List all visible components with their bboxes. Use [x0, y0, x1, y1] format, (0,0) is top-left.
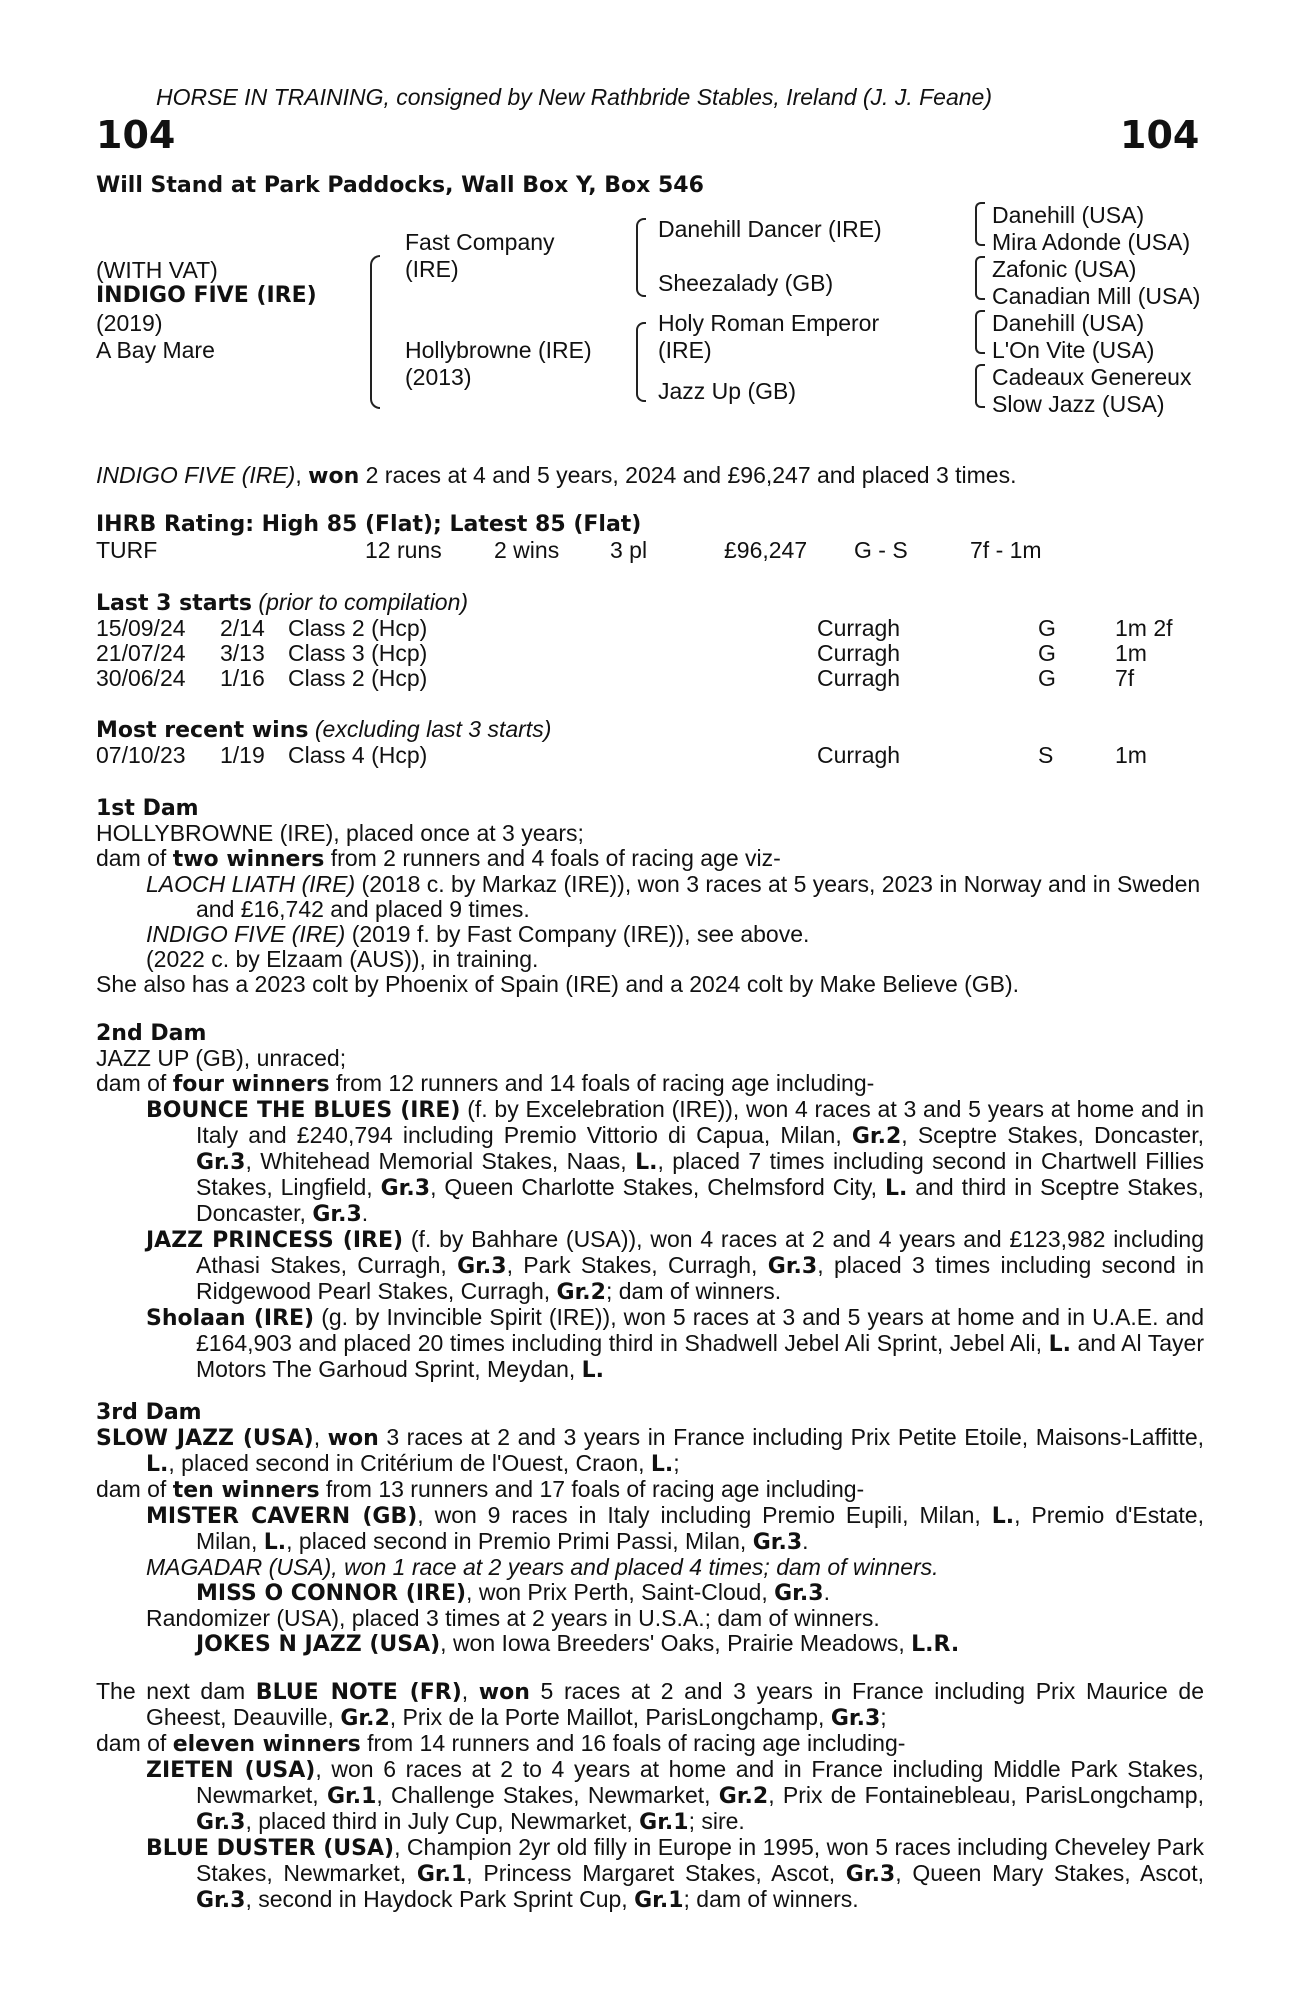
produce-name: INDIGO FIVE (IRE) — [146, 921, 346, 947]
win-distance: 1m — [1115, 742, 1147, 768]
second-dam-produce-line — [96, 1071, 1204, 1097]
text: dam of — [96, 1476, 173, 1502]
grade: L. — [1048, 1332, 1071, 1357]
dam-sire: Holy Roman Emperor — [658, 310, 880, 336]
start-date: 30/06/24 — [96, 665, 186, 691]
grade: L. — [146, 1452, 169, 1477]
produce-name: BLUE DUSTER (USA) — [146, 1836, 395, 1861]
won-label: won — [327, 1426, 379, 1451]
dam-year: (2013) — [405, 364, 472, 390]
ds-sire: Danehill (USA) — [992, 310, 1145, 336]
produce-randomizer: Randomizer (USA), placed 3 times at 2 years in U.S.A.; dam of winners. — [146, 1605, 880, 1631]
text: from 14 runners and 16 foals of racing age including- — [360, 1730, 906, 1756]
start-course: Curragh — [817, 615, 901, 641]
produce-text: (2019 f. by Fast Company (IRE)), see above. — [345, 921, 810, 947]
text: , placed third in July Cup, Newmarket, — [245, 1808, 640, 1834]
vat-label: (WITH VAT) — [96, 257, 218, 283]
winners-count: eleven winners — [172, 1732, 361, 1757]
grade: Gr.1 — [634, 1888, 684, 1913]
produce-name: BOUNCE THE BLUES (IRE) — [146, 1098, 461, 1123]
pedigree-brace-sire — [636, 218, 646, 297]
rating-distance: 7f - 1m — [970, 537, 1042, 563]
text: dam of — [96, 845, 173, 871]
win-date: 07/10/23 — [96, 742, 186, 768]
text: (f. by Excelebration (IRE)), won 4 races at 3 and 5 years at home and in Italy and £240,794 including Premio Vittorio di Capua, Milan, — [196, 1096, 1205, 1148]
text: , won 6 races at 2 to 4 years at home and in France including Middle Park Stakes, Newmarket, — [196, 1756, 1204, 1808]
dd-dam: Slow Jazz (USA) — [992, 391, 1165, 417]
rating-going: G - S — [854, 537, 908, 563]
win-course: Curragh — [817, 742, 901, 768]
text: from 2 runners and 4 foals of racing age viz- — [324, 845, 781, 871]
dam-name: BLUE NOTE (FR) — [255, 1680, 462, 1705]
text: , second in Haydock Park Sprint Cup, — [245, 1886, 635, 1912]
dd-sire: Cadeaux Genereux — [992, 364, 1192, 390]
first-dam-section — [96, 796, 1204, 997]
start-distance: 1m — [1115, 640, 1147, 666]
win-position: 1/19 — [220, 742, 265, 768]
grade: Gr.2 — [851, 1124, 902, 1149]
start-position: 1/16 — [220, 665, 265, 691]
start-going: G — [1038, 615, 1056, 641]
text: , placed 3 times including second in Ridgewood Pearl Stakes, Curragh, — [196, 1252, 1204, 1304]
produce-laoch-liath — [96, 872, 1204, 922]
text: ; dam of winners. — [605, 1278, 782, 1304]
text: , won 9 races in Italy including Premio Eupili, Milan, — [417, 1502, 992, 1528]
pedigree-brace-dd — [975, 364, 985, 408]
produce-miss-o-connor — [96, 1580, 1204, 1606]
produce-2022: (2022 c. by Elzaam (AUS)), in training. — [146, 946, 539, 972]
dam-name: SLOW JAZZ (USA) — [96, 1426, 314, 1451]
text: dam of — [96, 1730, 173, 1756]
second-dam-section — [96, 1021, 1204, 1383]
start-date: 15/09/24 — [96, 615, 186, 641]
summary-horse-name: INDIGO FIVE (IRE) — [96, 462, 296, 488]
third-dam-section — [96, 1400, 1204, 1657]
text: ; — [673, 1450, 680, 1476]
last-starts-note: (prior to compilation) — [258, 589, 469, 615]
produce-name: MISS O CONNOR (IRE) — [196, 1581, 467, 1606]
horse-name: INDIGO FIVE (IRE) — [96, 283, 317, 308]
grade: Gr.3 — [196, 1150, 246, 1175]
first-dam-heading: 1st Dam — [96, 796, 199, 821]
produce-name: MISTER CAVERN (GB) — [146, 1504, 418, 1529]
grade: Gr.3 — [774, 1581, 824, 1606]
summary-text: 2 races at 4 and 5 years, 2024 and £96,247 and placed 3 times. — [365, 462, 1017, 488]
second-dam-heading: 2nd Dam — [96, 1021, 207, 1046]
summary-won: won — [308, 464, 360, 489]
first-dam-also: She also has a 2023 colt by Phoenix of Spain (IRE) and a 2024 colt by Make Believe (GB). — [96, 971, 1020, 997]
text: dam of — [96, 1070, 173, 1096]
third-dam-heading: 3rd Dam — [96, 1400, 202, 1425]
dam-dam: Jazz Up (GB) — [658, 378, 797, 404]
produce-name: ZIETEN (USA) — [146, 1758, 316, 1783]
text: from 13 runners and 17 foals of racing age including- — [319, 1476, 865, 1502]
text: , Challenge Stakes, Newmarket, — [376, 1782, 719, 1808]
produce-name: JAZZ PRINCESS (IRE) — [146, 1228, 404, 1253]
text: , Sceptre Stakes, Doncaster, — [901, 1122, 1204, 1148]
consignor-line: HORSE IN TRAINING, consigned by New Rathbride Stables, Ireland (J. J. Feane) — [156, 84, 992, 110]
produce-bounce-the-blues — [96, 1097, 1204, 1227]
ds-dam: L'On Vite (USA) — [992, 337, 1155, 363]
text: , Premio d'Estate, Milan, — [196, 1502, 1204, 1554]
grade: Gr.3 — [196, 1810, 246, 1835]
produce-indigo-five — [96, 922, 1204, 947]
grade: Gr.3 — [380, 1176, 431, 1201]
grade: Gr.3 — [830, 1706, 881, 1731]
text: ; dam of winners. — [683, 1886, 859, 1912]
rating-placed: 3 pl — [610, 537, 648, 563]
pedigree-brace-sd — [975, 256, 985, 300]
text: 5 races at 2 and 3 years in France including Prix Maurice de Gheest, Deauville, — [146, 1678, 1204, 1730]
start-distance: 1m 2f — [1115, 615, 1173, 641]
text: ; sire. — [688, 1808, 745, 1834]
produce-jazz-princess — [96, 1227, 1204, 1305]
text: , Park Stakes, Curragh, — [506, 1252, 768, 1278]
last-starts-title: Last 3 starts — [96, 591, 253, 616]
text: , won Iowa Breeders' Oaks, Prairie Meadows, — [440, 1630, 912, 1656]
produce-magadar: MAGADAR (USA), won 1 race at 2 years and placed 4 times; dam of winners. — [146, 1554, 939, 1580]
start-date: 21/07/24 — [96, 640, 186, 666]
sd-sire: Zafonic (USA) — [992, 256, 1137, 282]
text: , placed second in Premio Primi Passi, Milan, — [286, 1528, 753, 1554]
lot-number-right: 104 — [1120, 113, 1200, 157]
sd-dam: Canadian Mill (USA) — [992, 283, 1201, 309]
ss-dam: Mira Adonde (USA) — [992, 229, 1191, 255]
text: (g. by Invincible Spirit (IRE)), won 5 races at 3 and 5 years at home and in U.A.E. and £164,903 and placed 20 times including third in Shadwell Jebel Ali Sprint, Jebel Ali, — [196, 1304, 1204, 1356]
pedigree-brace-ds — [975, 310, 985, 354]
produce-name: LAOCH LIATH (IRE) — [146, 871, 356, 897]
third-dam-line: SLOW JAZZ (USA), won 3 races at 2 and 3 years in France including Prix Petite Etoile, Maisons-Laffitte, L., placed second in Critérium de l'Ouest, Craon, L.; — [96, 1424, 1205, 1477]
grade: L. — [884, 1176, 908, 1201]
winners-count: four winners — [172, 1072, 330, 1097]
text: 3 races at 2 and 3 years in France including Prix Petite Etoile, Maisons-Laffitte, — [378, 1424, 1205, 1450]
text: , placed second in Critérium de l'Ouest, Craon, — [168, 1450, 651, 1476]
winners-count: two winners — [172, 847, 325, 872]
text: , Queen Charlotte Stakes, Chelmsford City, — [430, 1174, 885, 1200]
text: ; — [880, 1704, 887, 1730]
start-going: G — [1038, 640, 1056, 666]
grade: Gr.2 — [340, 1706, 390, 1731]
text: , Prix de la Porte Maillot, ParisLongchamp, — [389, 1704, 831, 1730]
grade: Gr.2 — [718, 1784, 769, 1809]
pedigree-brace-dam — [636, 322, 646, 402]
text: . — [802, 1528, 809, 1554]
grade: Gr.3 — [457, 1254, 507, 1279]
produce-mister-cavern — [96, 1503, 1204, 1555]
grade: Gr.1 — [416, 1862, 467, 1887]
produce-sholaan — [96, 1305, 1204, 1383]
grade: Gr.3 — [196, 1888, 246, 1913]
text: , won Prix Perth, Saint-Cloud, — [466, 1579, 775, 1605]
produce-blue-duster — [96, 1835, 1204, 1913]
start-position: 3/13 — [220, 640, 265, 666]
ss-sire: Danehill (USA) — [992, 202, 1145, 228]
produce-jokes-n-jazz — [96, 1631, 1204, 1657]
rating-surface: TURF — [96, 537, 158, 563]
pedigree-brace-gen1 — [370, 255, 380, 409]
rating-earnings: £96,247 — [724, 537, 808, 563]
produce-name: Sholaan (IRE) — [146, 1306, 315, 1331]
lot-number-left: 104 — [96, 113, 176, 157]
text: and Al Tayer Motors The Garhoud Sprint, Meydan, — [196, 1330, 1204, 1382]
recent-wins-heading — [96, 718, 551, 742]
start-class: Class 3 (Hcp) — [288, 640, 428, 666]
sire-dam: Sheezalady (GB) — [658, 270, 834, 296]
text: , Princess Margaret Stakes, Ascot, — [466, 1860, 846, 1886]
sire-sire: Danehill Dancer (IRE) — [658, 216, 882, 242]
text: , placed 7 times including second in Chartwell Fillies Stakes, Lingfield, — [196, 1148, 1204, 1200]
sire-suffix: (IRE) — [405, 256, 459, 282]
start-distance: 7f — [1115, 665, 1135, 691]
sire-name: Fast Company — [405, 229, 555, 255]
start-course: Curragh — [817, 640, 901, 666]
text: . — [361, 1200, 369, 1226]
produce-text: (2018 c. by Markaz (IRE)), won 3 races at 5 years, 2023 in Norway and in Sweden and £16,742 and placed 9 times. — [196, 871, 1201, 922]
grade: L. — [581, 1358, 605, 1383]
text: , Champion 2yr old filly in Europe in 1995, won 5 races including Cheveley Park Stakes, Newmarket, — [196, 1834, 1204, 1886]
grade: Gr.2 — [556, 1280, 606, 1305]
start-class: Class 2 (Hcp) — [288, 615, 428, 641]
won-label: won — [478, 1680, 530, 1705]
second-dam-line: JAZZ UP (GB), unraced; — [96, 1045, 347, 1071]
first-dam-produce-line — [96, 846, 1204, 872]
text: , Queen Mary Stakes, Ascot, — [895, 1860, 1204, 1886]
text: , Whitehead Memorial Stakes, Naas, — [245, 1148, 636, 1174]
recent-wins-title: Most recent wins — [96, 718, 309, 743]
grade: L. — [650, 1452, 674, 1477]
win-class: Class 4 (Hcp) — [288, 742, 428, 768]
grade: Gr.3 — [767, 1254, 818, 1279]
produce-name: JOKES N JAZZ (USA) — [196, 1632, 441, 1657]
text: , Prix de Fontainebleau, ParisLongchamp, — [768, 1782, 1204, 1808]
text: and third in Sceptre Stakes, Doncaster, — [196, 1174, 1204, 1226]
start-class: Class 2 (Hcp) — [288, 665, 428, 691]
next-dam-line: The next dam BLUE NOTE (FR), won 5 races at 2 and 3 years in France including Prix Maurice de Gheest, Deauville, Gr.2, Prix de la Porte Maillot, ParisLongchamp, Gr.3; — [96, 1678, 1204, 1731]
text: from 12 runners and 14 foals of racing age including- — [329, 1070, 875, 1096]
win-going: S — [1038, 742, 1054, 768]
dam-name: Hollybrowne (IRE) — [405, 337, 592, 363]
pedigree-brace-ss — [975, 202, 985, 246]
text: . — [823, 1579, 830, 1605]
grade: Gr.1 — [326, 1784, 377, 1809]
grade: L. — [991, 1504, 1015, 1529]
grade: Gr.3 — [312, 1202, 362, 1227]
grade: Gr.1 — [639, 1810, 689, 1835]
grade: L. — [635, 1150, 658, 1175]
winners-count: ten winners — [172, 1478, 320, 1503]
start-position: 2/14 — [220, 615, 265, 641]
horse-description: A Bay Mare — [96, 337, 215, 363]
rating-heading: IHRB Rating: High 85 (Flat); Latest 85 (Flat) — [96, 512, 642, 537]
text: The next dam — [96, 1678, 256, 1704]
third-dam-produce-line — [96, 1477, 1204, 1503]
produce-zieten — [96, 1757, 1204, 1835]
grade: L.R. — [911, 1632, 960, 1657]
last-starts-heading — [96, 591, 468, 615]
next-dam-section — [96, 1679, 1204, 1913]
start-going: G — [1038, 665, 1056, 691]
rating-wins: 2 wins — [494, 537, 560, 563]
text: (f. by Bahhare (USA)), won 4 races at 2 and 4 years and £123,982 including Athasi Stakes, Curragh, — [196, 1226, 1204, 1278]
location-line: Will Stand at Park Paddocks, Wall Box Y, Box 546 — [96, 173, 704, 198]
grade: Gr.3 — [752, 1530, 803, 1555]
race-summary: INDIGO FIVE (IRE), won 2 races at 4 and 5 years, 2024 and £96,247 and placed 3 times. — [96, 462, 1017, 489]
grade: L. — [263, 1530, 287, 1555]
first-dam-line: HOLLYBROWNE (IRE), placed once at 3 years; — [96, 820, 584, 846]
horse-year: (2019) — [96, 310, 163, 336]
dam-sire-suffix: (IRE) — [658, 337, 712, 363]
start-course: Curragh — [817, 665, 901, 691]
recent-wins-note: (excluding last 3 starts) — [314, 716, 552, 742]
rating-runs: 12 runs — [365, 537, 442, 563]
grade: Gr.3 — [845, 1862, 896, 1887]
next-dam-produce-line — [96, 1731, 1204, 1757]
